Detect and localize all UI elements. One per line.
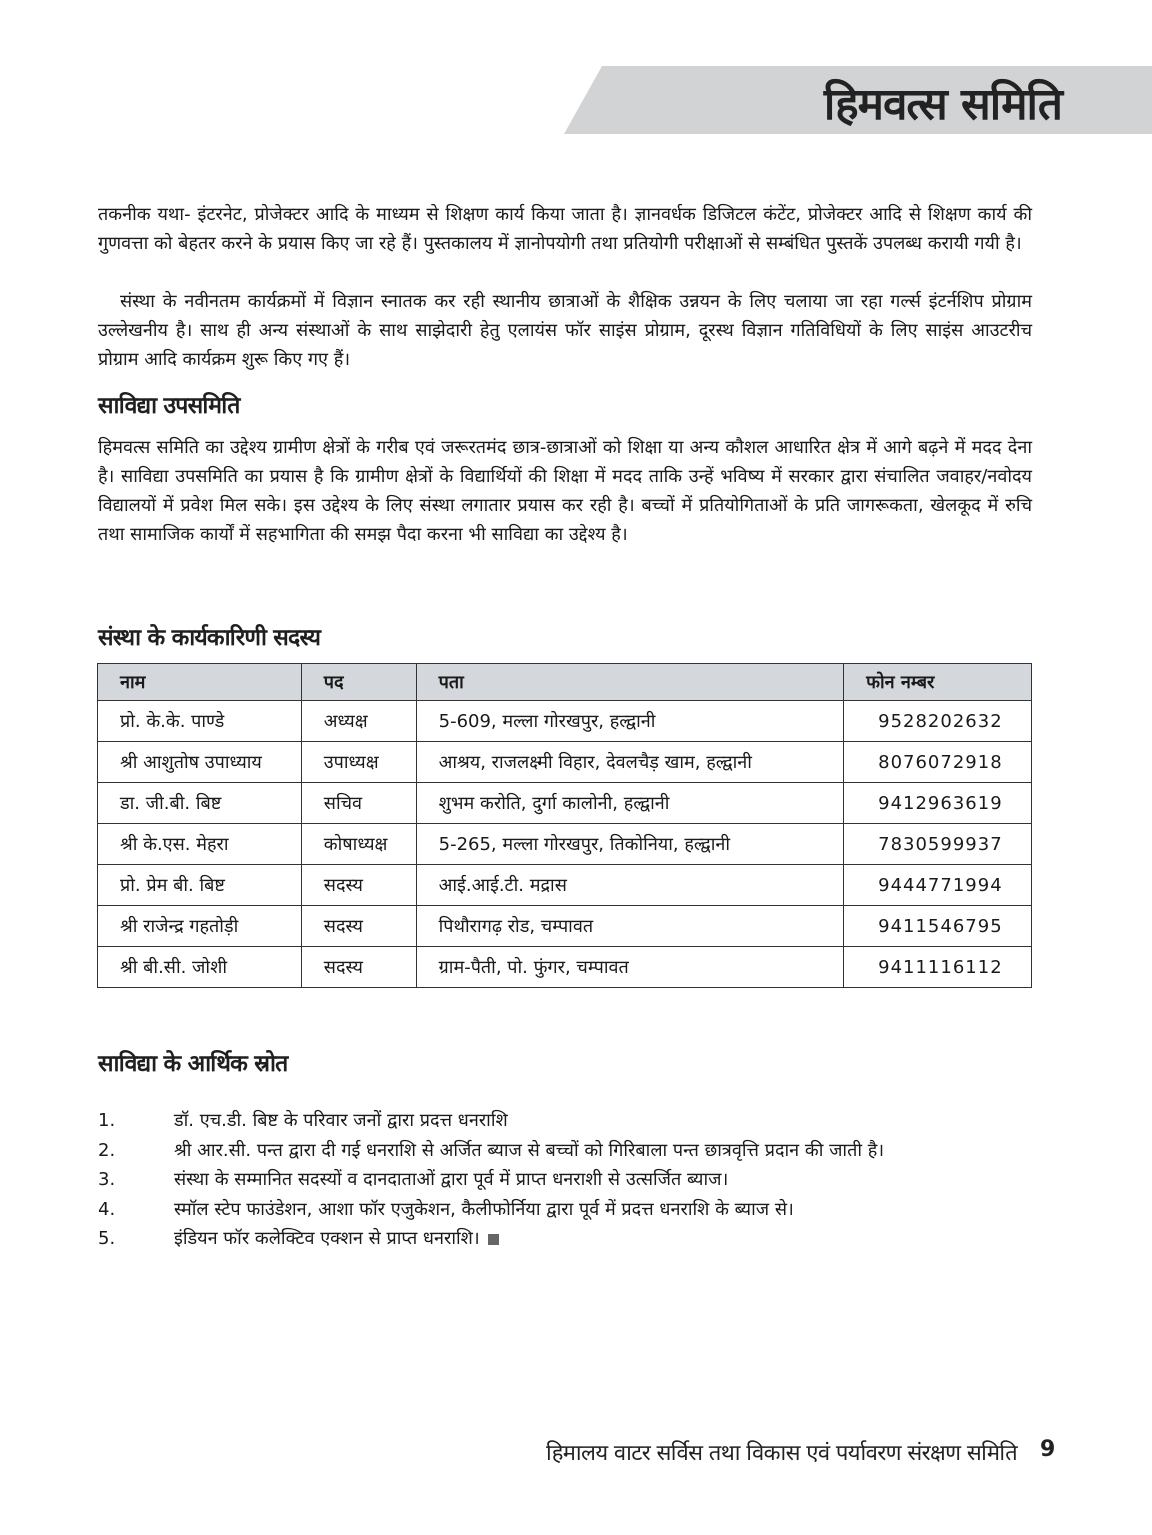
savidya-heading: साविद्या उपसमिति — [98, 393, 240, 419]
list-item — [98, 1165, 884, 1195]
footer-organization-name: हिमालय वाटर सर्विस तथा विकास एवं पर्यावरण संरक्षण समिति — [546, 1441, 1018, 1466]
member-post: सदस्य — [301, 947, 416, 988]
table-row — [98, 742, 1032, 783]
member-post: सदस्य — [301, 906, 416, 947]
list-item-number: 5. — [98, 1228, 116, 1249]
member-name: श्री के.एस. मेहरा — [98, 824, 302, 865]
member-name: श्री आशुतोष उपाध्याय — [98, 742, 302, 783]
list-item — [98, 1136, 884, 1166]
list-item-number: 1. — [98, 1110, 116, 1131]
member-name: श्री राजेन्द्र गहतोड़ी — [98, 906, 302, 947]
list-item-text: स्मॉल स्टेप फाउंडेशन, आशा फॉर एजुकेशन, कैलीफोर्निया द्वारा पूर्व में प्रदत्त धनराशि के ब्याज से। — [174, 1198, 794, 1220]
member-post: सदस्य — [301, 865, 416, 906]
table-row — [98, 824, 1032, 865]
list-item-text: इंडियन फॉर कलेक्टिव एक्शन से प्राप्त धनराशि। — [174, 1228, 480, 1249]
member-phone: 9411546795 — [844, 906, 1032, 947]
savidya-paragraph: हिमवत्स समिति का उद्देश्य ग्रामीण क्षेत्रों के गरीब एवं जरूरतमंद छात्र-छात्राओं को शिक्षा या अन्य कौशल आधारित क्षेत्र में आगे बढ़ने में मदद देना है। साविद्या उपसमिति का प्रयास है कि ग्रामीण क्षेत्रों के विद्यार्थियों की शिक्षा में मदद ताकि उन्हें भविष्य में सरकार द्वारा संचालित जवाहर/नवोदय विद्यालयों में प्रवेश मिल सके। इस उद्देश्य के लिए संस्था लगातार प्रयास कर रही है। बच्चों में प्रतियोगिताओं के प्रति जागरूकता, खेलकूद में रुचि तथा सामाजिक कार्यों में सहभागिता की समझ पैदा करना भी साविद्या का उद्देश्य है। — [98, 437, 1032, 545]
list-item-text: संस्था के सम्मानित सदस्यों व दानदाताओं द्वारा पूर्व में प्राप्त धनराशी से उत्सर्जित ब्याज। — [174, 1169, 729, 1190]
member-phone: 9412963619 — [844, 783, 1032, 824]
list-item — [98, 1195, 884, 1225]
column-header-post: पद — [301, 664, 416, 701]
list-item-text: डॉ. एच.डी. बिष्ट के परिवार जनों द्वारा प्रदत्त धनराशि — [174, 1110, 508, 1131]
member-post: कोषाध्यक्ष — [301, 824, 416, 865]
member-address: आई.आई.टी. मद्रास — [416, 865, 844, 906]
list-item — [98, 1106, 884, 1136]
member-post: अध्यक्ष — [301, 701, 416, 742]
list-item — [98, 1224, 884, 1254]
column-header-phone: फोन नम्बर — [844, 664, 1032, 701]
list-item-text: श्री आर.सी. पन्त द्वारा दी गई धनराशि से अर्जित ब्याज से बच्चों को गिरिबाला पन्त छात्रवृत्ति प्रदान की जाती है। — [174, 1139, 885, 1161]
column-header-name: नाम — [98, 664, 302, 701]
member-address: 5-609, मल्ला गोरखपुर, हल्द्वानी — [416, 701, 844, 742]
intro-paragraph-1: तकनीक यथा- इंटरनेट, प्रोजेक्टर आदि के माध्यम से शिक्षण कार्य किया जाता है। ज्ञानवर्धक डिजिटल कंटेंट, प्रोजेक्टर आदि से शिक्षण कार्य की गुणवत्ता को बेहतर करने के प्रयास किए जा रहे हैं। पुस्तकालय में ज्ञानोपयोगी तथा प्रतियोगी परीक्षाओं से सम्बंधित पुस्तकें उपलब्ध करायी गयी है। — [98, 204, 1032, 254]
table-row — [98, 783, 1032, 824]
member-address: 5-265, मल्ला गोरखपुर, तिकोनिया, हल्द्वानी — [416, 824, 844, 865]
page-number: 9 — [1040, 1437, 1056, 1462]
members-table — [97, 663, 1032, 988]
member-address: शुभम करोति, दुर्गा कालोनी, हल्द्वानी — [416, 783, 844, 824]
table-header-row — [98, 664, 1032, 701]
column-header-address: पता — [416, 664, 844, 701]
table-row — [98, 865, 1032, 906]
list-item-number: 2. — [98, 1139, 116, 1161]
member-address: पिथौरागढ़ रोड, चम्पावत — [416, 906, 844, 947]
sources-heading: साविद्या के आर्थिक स्रोत — [98, 1051, 288, 1077]
list-item-number: 4. — [98, 1198, 116, 1220]
intro-paragraph-2: संस्था के नवीनतम कार्यक्रमों में विज्ञान स्नातक कर रही स्थानीय छात्राओं के शैक्षिक उन्नयन के लिए चलाया जा रहा गर्ल्स इंटर्नशिप प्रोग्राम उल्लेखनीय है। साथ ही अन्य संस्थाओं के साथ साझेदारी हेतु एलायंस फॉर साइंस प्रोग्राम, दूरस्थ विज्ञान गतिविधियों के लिए साइंस आउटरीच प्रोग्राम आदि कार्यक्रम शुरू किए गए हैं। — [98, 291, 1032, 370]
member-post: सचिव — [301, 783, 416, 824]
member-name: प्रो. के.के. पाण्डे — [98, 701, 302, 742]
end-mark-icon — [488, 1234, 499, 1245]
page-title: हिमवत्स समिति — [823, 79, 1062, 130]
sources-list — [98, 1106, 884, 1254]
member-phone: 9528202632 — [844, 701, 1032, 742]
member-name: डा. जी.बी. बिष्ट — [98, 783, 302, 824]
members-heading: संस्था के कार्यकारिणी सदस्य — [98, 625, 321, 651]
member-phone: 8076072918 — [844, 742, 1032, 783]
table-row — [98, 906, 1032, 947]
member-post: उपाध्यक्ष — [301, 742, 416, 783]
list-item-number: 3. — [98, 1169, 116, 1190]
member-name: श्री बी.सी. जोशी — [98, 947, 302, 988]
member-address: आश्रय, राजलक्ष्मी विहार, देवलचैड़ खाम, हल्द्वानी — [416, 742, 844, 783]
member-phone: 7830599937 — [844, 824, 1032, 865]
member-address: ग्राम-पैती, पो. फुंगर, चम्पावत — [416, 947, 844, 988]
table-row — [98, 947, 1032, 988]
member-phone: 9444771994 — [844, 865, 1032, 906]
member-phone: 9411116112 — [844, 947, 1032, 988]
table-row — [98, 701, 1032, 742]
member-name: प्रो. प्रेम बी. बिष्ट — [98, 865, 302, 906]
